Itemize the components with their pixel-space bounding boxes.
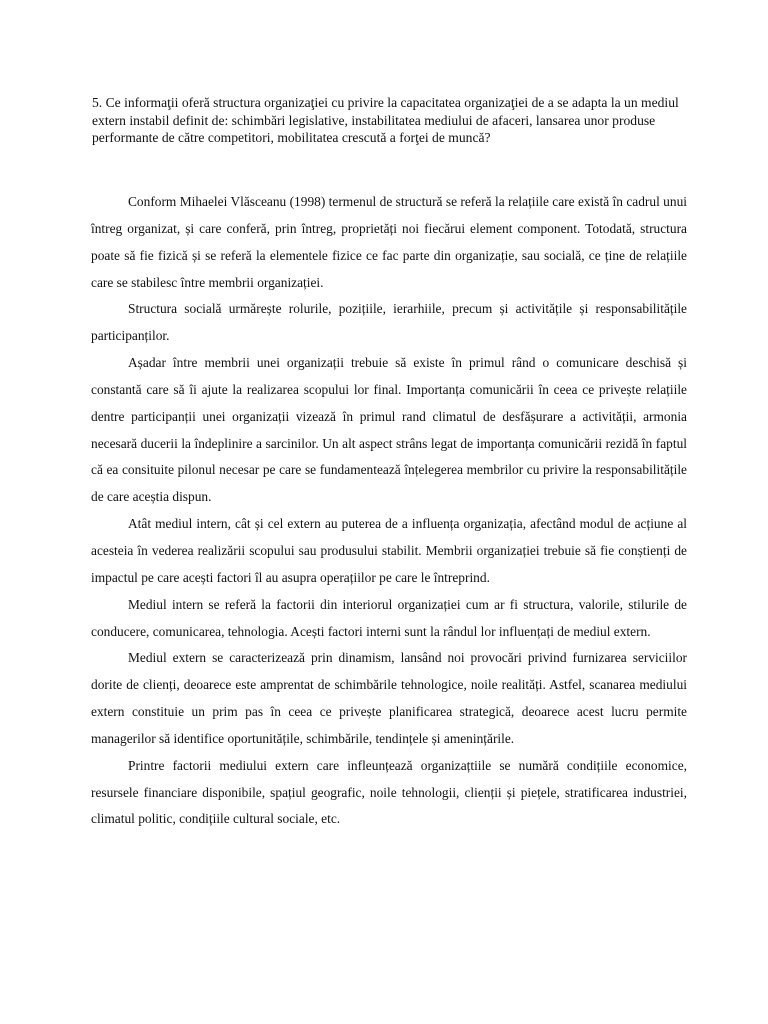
question-heading: 5. Ce informaţii oferă structura organizaţiei cu privire la capacitatea organizaţiei de a se adapta la un mediul extern instabil definit de: schimbări legislative, instabilitatea mediului de afaceri, lansarea unor produse performante de către competitori, mobilitatea crescută a forţei de muncă? — [92, 95, 679, 145]
paragraph-internal-environment: Mediul intern se referă la factorii din interiorul organizației cum ar fi structura, valorile, stilurile de conducere, comunicarea, tehnologia. Acești factori interni sunt la rândul lor influențați de mediul extern. — [91, 596, 687, 639]
paragraph-internal-external-influence: Atât mediul intern, cât și cel extern au puterea de a influența organizația, afectând modul de acțiune al acesteia în vederea realizării scopului sau produsului stabilit. Membrii organizației trebuie să fie conștienți de impactul pe care acești factori îl au asupra operațiilor pe care le întreprind. — [91, 516, 687, 585]
paragraph-structure-definition: Conform Mihaelei Vlăsceanu (1998) termenul de structură se referă la relațiile care există în cadrul unui întreg organizat, și care conferă, prin întreg, proprietăți noi fiecărui element component. Totodată, structura poate să fie fizică și se referă la elementele fizice ce fac parte din organizație, sau socială, ce ține de relațiile care se stabilesc între membrii organizației. — [91, 194, 687, 290]
paragraph-external-factors: Printre factorii mediului extern care infleunțează organizațtiile se numără condițiile economice, resursele financiare disponibile, spațiul geografic, noile tehnologii, clienții și piețele, stratificarea industriei, climatul politic, condițiile cultural sociale, etc. — [91, 757, 687, 827]
answer-body — [91, 189, 687, 833]
paragraph-communication: Așadar între membrii unei organizații trebuie să existe în primul rând o comunicare deschisă și constantă care să îi ajute la realizarea scopului lor final. Importanța comunicării în ceea ce privește relațiile dentre participanții unei organizații vizează în primul rand climatul de desfășurare a activității, armonia necesară ducerii la îndeplinire a sarcinilor. Un alt aspect strâns legat de importanța comunicării rezidă în faptul că ea consituite pilonul necesar pe care se fundamentează înțelegerea membrilor cu privire la responsabilitățile de care aceștia dispun. — [91, 355, 687, 505]
paragraph-external-environment: Mediul extern se caracterizează prin dinamism, lansând noi provocări privind furnizarea serviciilor dorite de clienți, deoarece este amprentat de schimbările tehnologice, noile realități. Astfel, scanarea mediului extern constituie un prim pas în ceea ce privește planificarea strategică, deoarece acest lucru permite managerilor să identifice oportunitățile, schimbările, tendințele și amenințările. — [91, 650, 687, 746]
paragraph-social-structure: Structura socială urmărește rolurile, pozițiile, ierarhiile, precum și activitățile și responsabilitățile participanților. — [91, 301, 687, 344]
